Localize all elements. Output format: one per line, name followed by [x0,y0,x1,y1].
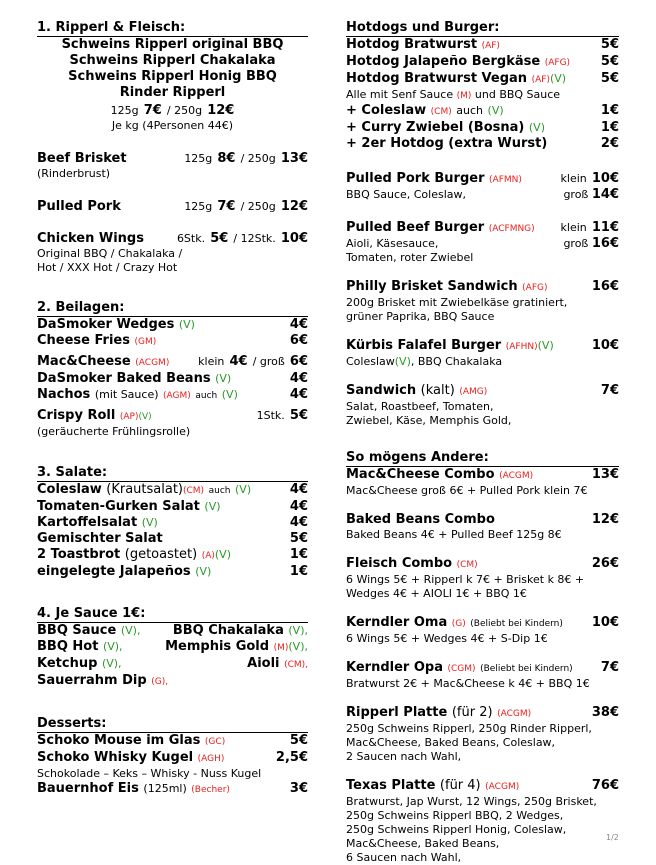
menu-item: DaSmoker Wedges (V) 4€ [37,317,308,332]
section-so-moegens-andere [346,450,619,865]
section-title: So mögens Andere: [346,450,619,467]
menu-item-chicken-wings: Chicken Wings 6Stk. 5€ / 12Stk. 10€ [37,231,308,246]
menu-item: Ripperl Platte (für 2) (ACGM) 38€ [346,705,619,720]
menu-item-pulled-pork-burger: Pulled Pork Burger (AFMN) klein 10€ [346,171,619,186]
menu-item: Kerndler Oma (G) (Beliebt bei Kindern) 10€ [346,615,619,630]
item-description: 250g Schweins Ripperl Honig, Coleslaw, [346,823,567,836]
item-description: Schokolade – Keks – Whisky - Nuss Kugel [37,767,262,780]
item-description: Mac&Cheese groß 6€ + Pulled Pork klein 7€ [346,484,588,497]
menu-item-kuerbis-falafel: Kürbis Falafel Burger (AFHN)(V) 10€ [346,338,619,353]
menu-item: Hotdog Jalapeño Bergkäse (AFG) 5€ [346,54,619,69]
sauce-row: Ketchup (V), Aioli (CM), [37,656,308,671]
item-description: 6 Wings 5€ + Ripperl k 7€ + Brisket k 8€ + [346,573,585,586]
menu-item: DaSmoker Baked Beans (V) 4€ [37,371,308,386]
item-description: Aioli, Käsesauce, groß 16€ [346,236,619,251]
menu-item: Baked Beans Combo 12€ [346,512,619,527]
right-column [346,20,619,865]
menu-item: Tomaten-Gurken Salat (V) 4€ [37,499,308,514]
menu-item: Crispy Roll (AP)(V) 1Stk. 5€ [37,408,308,423]
item-description: 200g Brisket mit Zwiebelkäse gratiniert, [346,296,568,309]
sauce-row: BBQ Hot (V), Memphis Gold (M)(V), [37,639,308,654]
menu-item: + 2er Hotdog (extra Wurst) 2€ [346,136,619,151]
left-column [37,20,308,798]
menu-item: Cheese Fries (GM) 6€ [37,333,308,348]
menu-item: Rinder Ripperl [119,85,226,100]
item-description: 6 Wings 5€ + Wedges 4€ + S-Dip 1€ [346,632,548,645]
menu-item: Schweins Ripperl Honig BBQ [68,69,277,84]
menu-item-beef-brisket: Beef Brisket 125g 8€ / 250g 13€ [37,151,308,166]
section-saucen [37,606,308,690]
sauce-row: BBQ Sauce (V), BBQ Chakalaka (V), [37,623,308,638]
menu-item-pulled-pork: Pulled Pork 125g 7€ / 250g 12€ [37,199,308,214]
section-desserts [37,716,308,798]
menu-item: eingelegte Jalapeños (V) 1€ [37,564,308,579]
item-description: grüner Paprika, BBQ Sauce [346,310,495,323]
menu-item: Schweins Ripperl Chakalaka [69,53,276,68]
menu-item: 2 Toastbrot (getoastet) (A)(V) 1€ [37,547,308,562]
item-description: Mac&Cheese, Baked Beans, Coleslaw, [346,736,556,749]
section-hotdogs-burger [346,20,619,428]
item-description: Salat, Roastbeef, Tomaten, [346,400,494,413]
item-description: Zwiebel, Käse, Memphis Gold, [346,414,512,427]
menu-item: + Coleslaw (CM) auch (V) 1€ [346,103,619,118]
item-description: Wedges 4€ + AIOLI 1€ + BBQ 1€ [346,587,527,600]
page-number: 1/2 [606,833,619,842]
menu-item: Mac&Cheese Combo (ACGM) 13€ [346,467,619,482]
item-description: 2 Saucen nach Wahl, [346,750,462,763]
section-title: Desserts: [37,716,308,733]
menu-item: Bauernhof Eis (125ml) (Becher) 3€ [37,781,308,796]
item-description: 6 Saucen nach Wahl, [346,851,462,864]
menu-item-philly-brisket: Philly Brisket Sandwich (AFG) 16€ [346,279,619,294]
menu-item: Fleisch Combo (CM) 26€ [346,556,619,571]
section-title: 3. Salate: [37,465,308,482]
section-beilagen [37,300,308,439]
menu-item: Gemischter Salat 5€ [37,531,308,546]
menu-item-pulled-beef-burger: Pulled Beef Burger (ACFMNG) klein 11€ [346,220,619,235]
menu-item: Hotdog Bratwurst Vegan (AF)(V) 5€ [346,71,619,86]
menu-item: Kartoffelsalat (V) 4€ [37,515,308,530]
item-description: 250g Schweins Ripperl, 250g Rinder Ripperl, [346,722,592,735]
section-ripperl-fleisch [37,20,308,275]
item-description: (Rinderbrust) [37,167,111,180]
menu-item: Schoko Mouse im Glas (GC) 5€ [37,733,308,748]
menu-item: Kerndler Opa (CGM) (Beliebt bei Kindern) 7€ [346,660,619,675]
menu-item: Nachos (mit Sauce) (AGM) auch (V) 4€ [37,387,308,402]
section-title: 4. Je Sauce 1€: [37,606,308,623]
menu-item: + Curry Zwiebel (Bosna) (V) 1€ [346,120,619,135]
item-description: BBQ Sauce, Coleslaw, groß 14€ [346,187,619,202]
item-description: (geräucherte Frühlingsrolle) [37,425,191,438]
menu-item-sandwich: Sandwich (kalt) (AMG) 7€ [346,383,619,398]
item-description: Baked Beans 4€ + Pulled Beef 125g 8€ [346,528,562,541]
item-description: Hot / XXX Hot / Crazy Hot [37,261,178,274]
item-description: Tomaten, roter Zwiebel [346,251,474,264]
section-salate [37,465,308,580]
menu-item: Mac&Cheese (ACGM) klein 4€ / groß 6€ [37,354,308,369]
menu-item: Texas Platte (für 4) (ACGM) 76€ [346,778,619,793]
menu-item: Schweins Ripperl original BBQ [61,37,284,52]
item-description: Bratwurst, Jap Wurst, 12 Wings, 250g Brisket, [346,795,597,808]
sauce-row: Sauerrahm Dip (G), [37,673,169,688]
item-description: Alle mit Senf Sauce (M) und BBQ Sauce [346,88,561,101]
section-title: 1. Ripperl & Fleisch: [37,20,308,37]
section-title: 2. Beilagen: [37,300,308,317]
section-title: Hotdogs und Burger: [346,20,619,37]
per-kg-note: Je kg (4Personen 44€) [111,119,234,132]
item-description: 250g Schweins Ripperl BBQ, 2 Wedges, [346,809,564,822]
menu-item: Hotdog Bratwurst (AF) 5€ [346,37,619,52]
price-line: 125g 7€ / 250g 12€ [110,103,235,118]
menu-item: Coleslaw (Krautsalat)(CM) auch (V) 4€ [37,482,308,497]
menu-item: Schoko Whisky Kugel (AGH) 2,5€ [37,750,308,765]
item-description: Bratwurst 2€ + Mac&Cheese k 4€ + BBQ 1€ [346,677,590,690]
item-description: Coleslaw(V), BBQ Chakalaka [346,355,503,368]
item-description: Original BBQ / Chakalaka / [37,247,183,260]
item-description: Mac&Cheese, Baked Beans, [346,837,500,850]
